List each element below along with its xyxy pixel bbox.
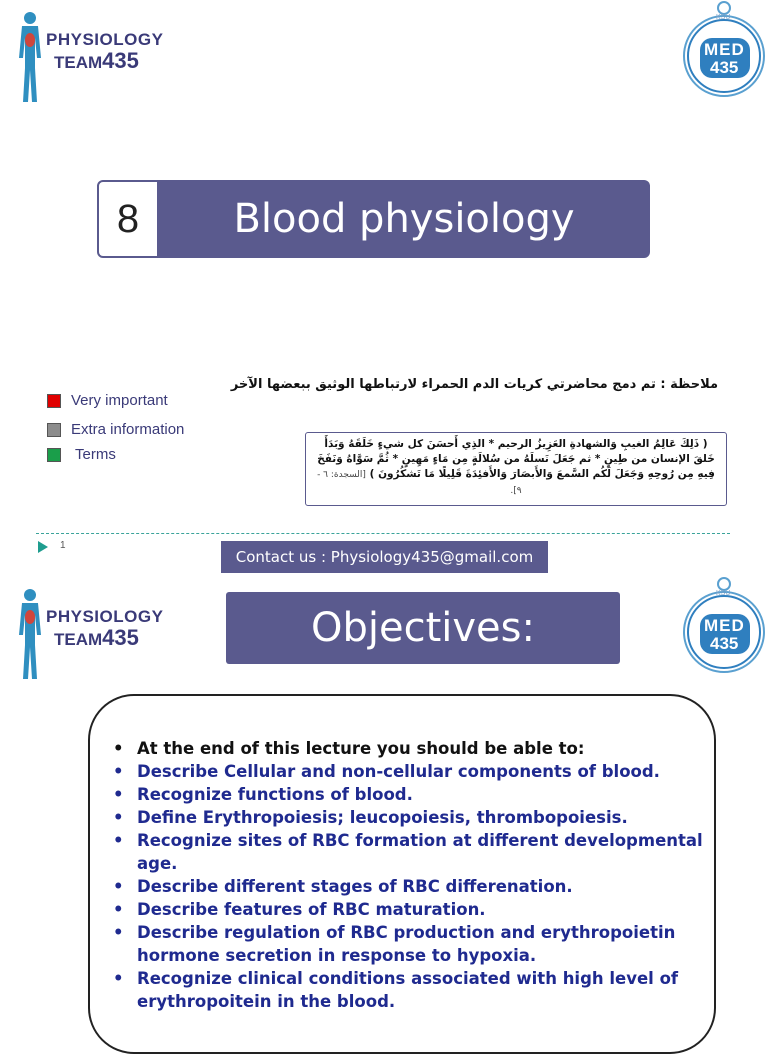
team-line-2: TEAM435 xyxy=(54,625,139,650)
contact-email[interactable]: Contact us : Physiology435@gmail.com xyxy=(221,541,548,573)
team-line-1: PHYSIOLOGY xyxy=(46,607,164,626)
ksu-text: KSU xyxy=(716,590,731,597)
legend-extra-information: Extra information xyxy=(47,421,184,438)
med-number: 435 xyxy=(710,58,739,77)
objective-item: • Define Erythropoiesis; leucopoiesis, thrombopoiesis. xyxy=(113,806,703,829)
gray-swatch xyxy=(47,423,61,437)
green-swatch xyxy=(47,448,61,462)
quran-verse-box xyxy=(305,432,727,506)
objective-item: • Describe Cellular and non-cellular components of blood. xyxy=(113,760,703,783)
med-text: MED xyxy=(704,40,745,59)
human-body-icon xyxy=(10,585,50,685)
lecture-number: 8 xyxy=(97,180,159,258)
objective-intro: • At the end of this lecture you should be able to: xyxy=(113,737,703,760)
objectives-heading: Objectives: xyxy=(226,592,620,664)
physiology-team-logo-2 xyxy=(10,585,190,685)
team-line-1: PHYSIOLOGY xyxy=(46,30,164,49)
objectives-list xyxy=(113,737,703,1013)
med-435-logo xyxy=(680,0,768,100)
team-line-2: TEAM435 xyxy=(54,48,139,73)
legend-terms: Terms xyxy=(47,446,184,463)
objective-item: • Recognize functions of blood. xyxy=(113,783,703,806)
ksu-text: KSU xyxy=(716,14,731,21)
med-435-logo-2 xyxy=(680,576,768,676)
legend-very-important: Very important xyxy=(47,392,184,409)
page-divider xyxy=(36,533,730,534)
page-number: 1 xyxy=(60,540,66,551)
objective-item: • Describe features of RBC maturation. xyxy=(113,898,703,921)
red-swatch xyxy=(47,394,61,408)
human-body-icon xyxy=(10,8,50,108)
quran-reference: [السجدة: ٦ - ٩]. xyxy=(317,470,522,496)
quran-verse-text: ( ذَلِكَ عَالِمُ الغيبِ وَالشهادةِ العَزِيزُ الرحيم * الذِي أَحسَنَ كل شيءٍ خَلَقَهُ وَبَدَأَ خَلقَ الإنسان من طِينٍ * ثم جَعَلَ نَسلَهُ من سُلالَةٍ مِن مَاءٍ مَهِينٍ * ثُمَّ سَوَّاهُ وَنَفَخَ فِيهِ مِن رُوحِهِ وَجَعَلَ لَكُم السَّمعَ وَالأَبصَارَ وَالأَفئِدَةَ قَلِيلًا مَا تَشكُرُونَ ) xyxy=(317,438,715,480)
arabic-note: ملاحظة : تم دمج محاضرتي كريات الدم الحمراء لارتباطها الوثيق ببعضها الآخر xyxy=(230,377,718,392)
med-number: 435 xyxy=(710,634,739,653)
objective-item: • Recognize sites of RBC formation at different developmental age. xyxy=(113,829,703,875)
color-legend xyxy=(47,392,184,463)
lecture-title: Blood physiology xyxy=(158,180,650,258)
page-arrow-icon xyxy=(38,541,48,553)
objective-item: • Recognize clinical conditions associated with high level of erythropoitein in the blood. xyxy=(113,967,703,1013)
objective-item: • Describe different stages of RBC differenation. xyxy=(113,875,703,898)
med-text: MED xyxy=(704,616,745,635)
objective-item: • Describe regulation of RBC production and erythropoietin hormone secretion in response to hypoxia. xyxy=(113,921,703,967)
physiology-team-logo xyxy=(10,8,190,108)
